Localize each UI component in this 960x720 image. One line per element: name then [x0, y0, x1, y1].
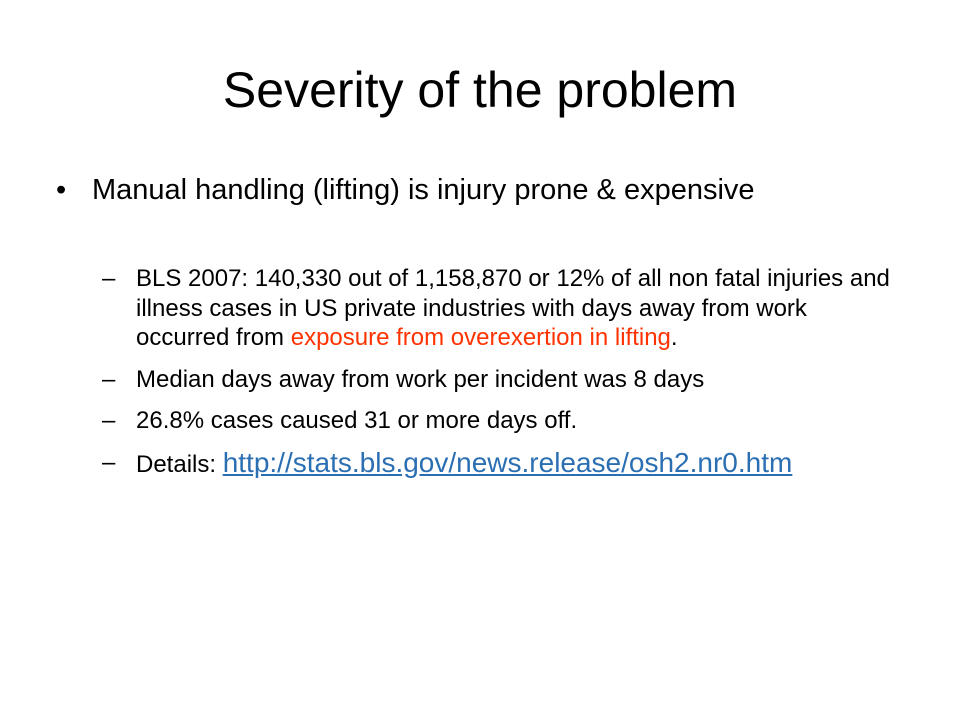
- bls-period: .: [670, 324, 678, 351]
- bls-highlight: exposure from overexertion in lifting: [290, 324, 671, 351]
- main-bullet: [56, 172, 876, 208]
- median-text: Median days away from work per incident was 8 days: [136, 365, 705, 393]
- sub-bullet-text: [136, 264, 902, 353]
- sub-bullet-median: [102, 365, 902, 395]
- dash-icon: –: [102, 407, 116, 434]
- sub-bullet-bls: [102, 264, 902, 353]
- bls-link[interactable]: http://stats.bls.gov/news.release/osh2.nr0.htm: [222, 446, 793, 478]
- dash-icon: –: [102, 448, 116, 476]
- bullet-icon: •: [56, 174, 67, 206]
- dash-icon: –: [102, 365, 116, 393]
- sub-bullet-details: [102, 448, 902, 480]
- details-line: [136, 448, 902, 480]
- cases-text: 26.8% cases caused 31 or more days off.: [136, 407, 578, 434]
- details-label: Details:: [136, 450, 223, 478]
- sub-bullet-list: [102, 264, 902, 491]
- main-bullet-text: Manual handling (lifting) is injury prone & expensive: [92, 174, 755, 206]
- bls-text: BLS 2007: 140,330 out of 1,158,870 or 12% of all non fatal injuries and illness cases in US private industries with days away from work occurred from: [136, 265, 890, 351]
- sub-bullet-cases: [102, 406, 902, 436]
- dash-icon: –: [102, 265, 116, 292]
- slide-title: Severity of the problem: [222, 62, 738, 118]
